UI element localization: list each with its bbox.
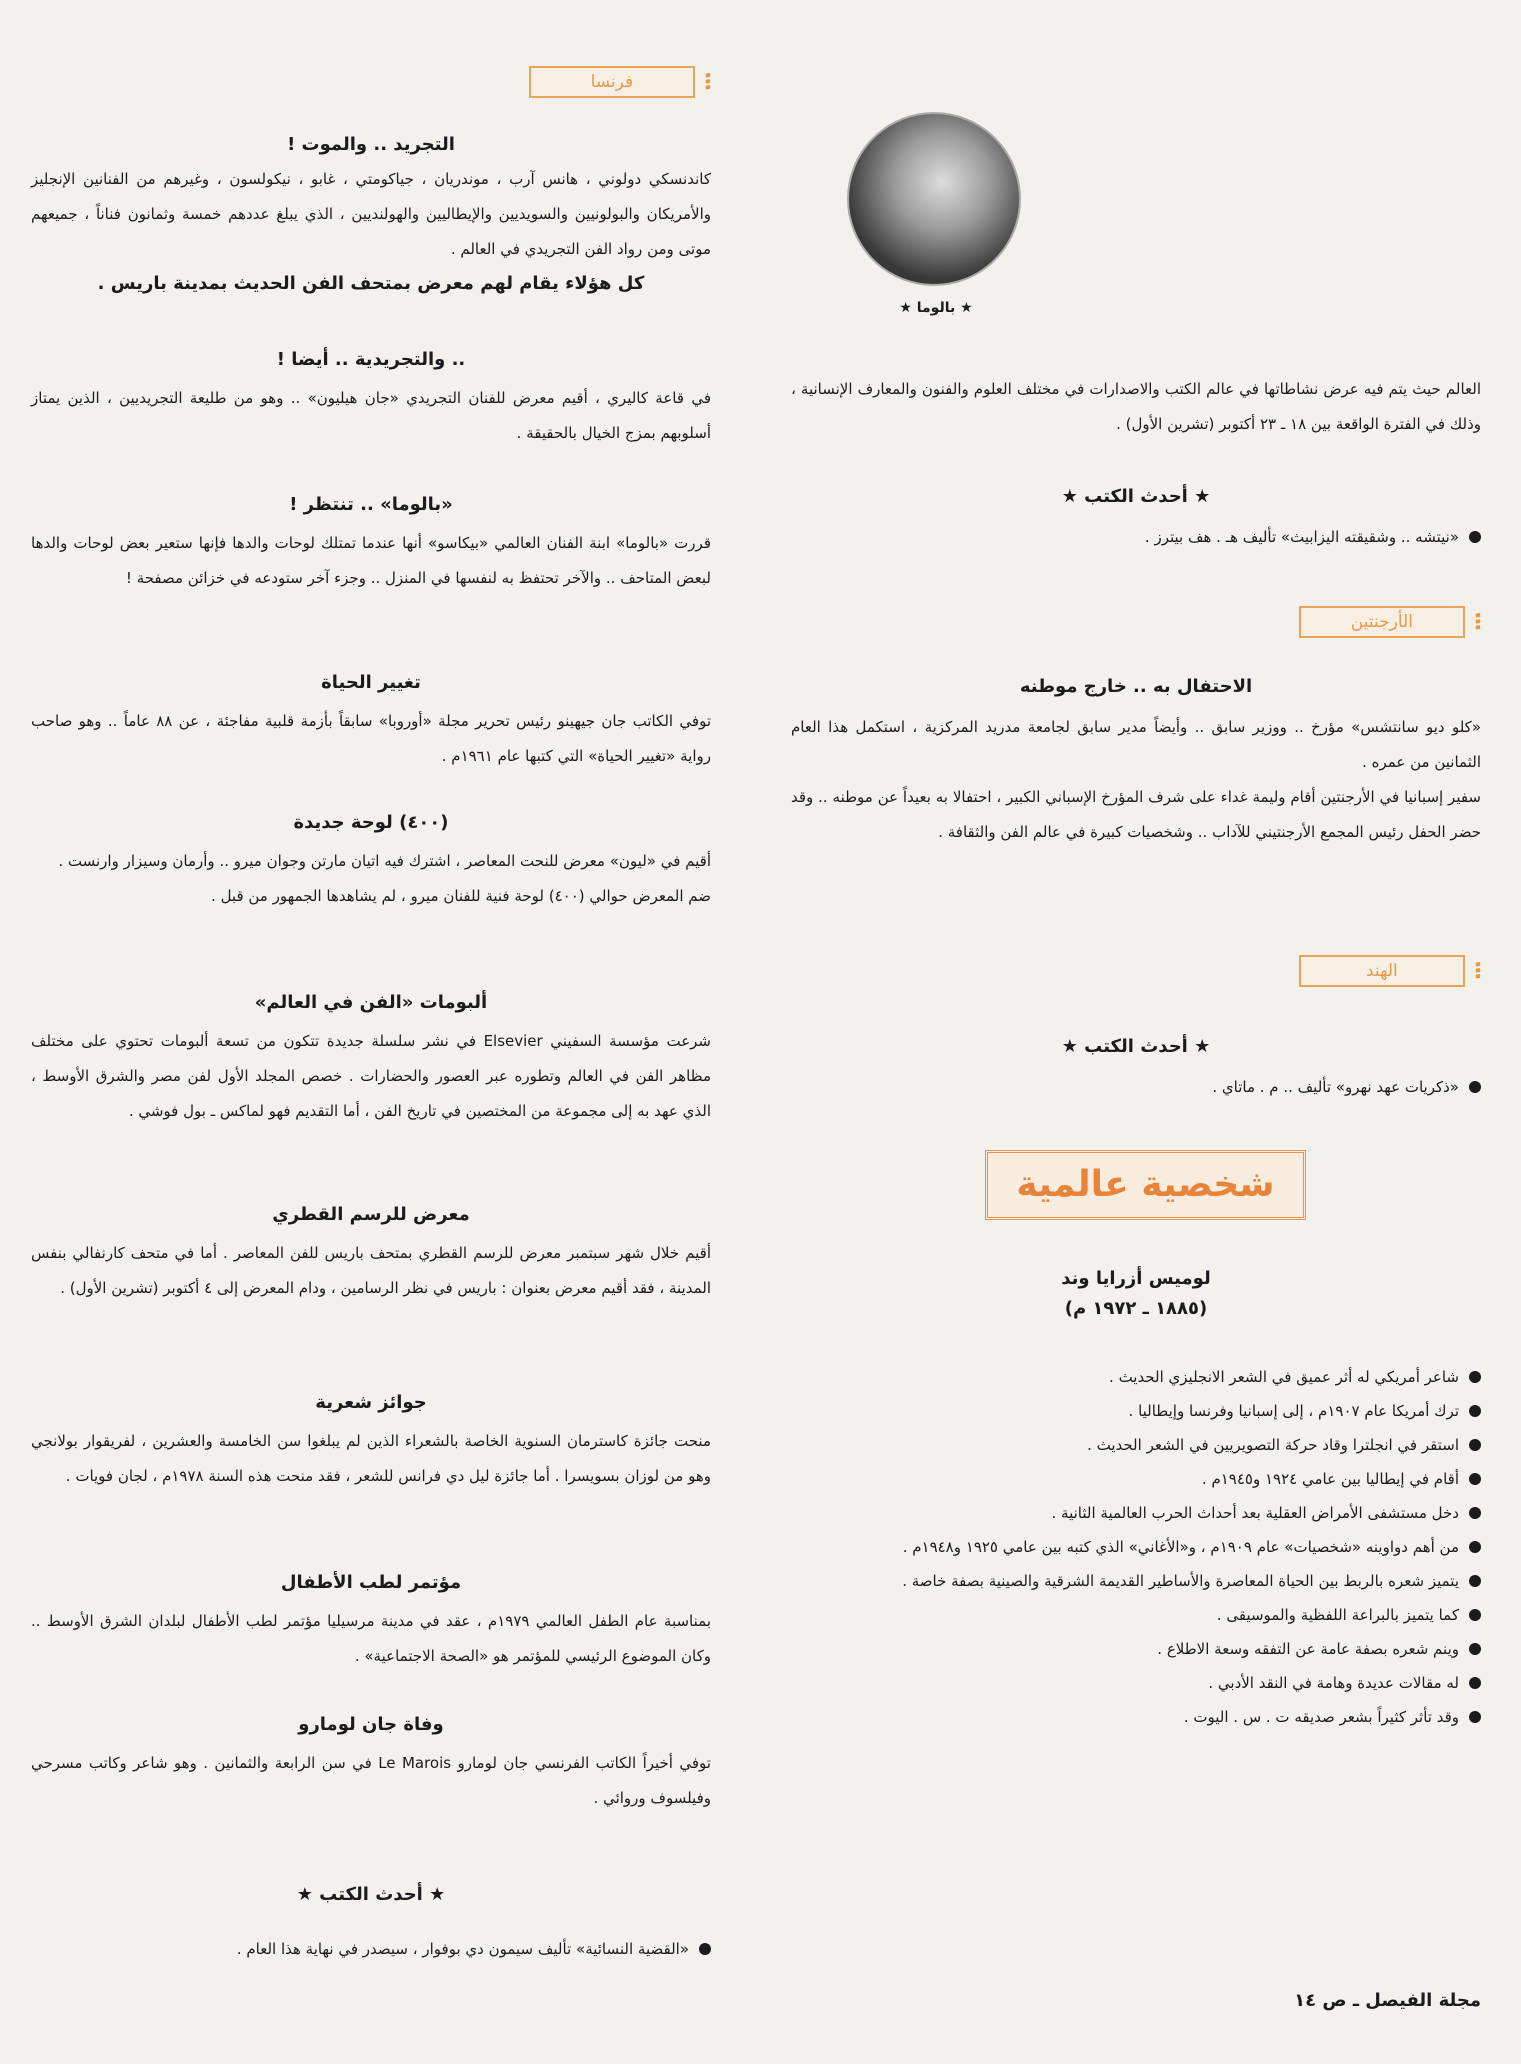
abstract-too-heading: .. والتجريدية .. أيضا ! (276, 349, 466, 370)
bullet-icon (1469, 1371, 1481, 1383)
death-paragraph: توفي أخيراً الكاتب الفرنسي جان لومارو Le Marois في سن الرابعة والثمانين . وهو شاعر وكاتب مسرحي وفيلسوف وروائي . (31, 1754, 711, 1807)
section-label-france (529, 66, 711, 98)
list-item: وينم شعره بصفة عامة عن التفقه وسعة الاطلاع . (791, 1632, 1481, 1666)
changing-life-section (31, 668, 711, 774)
new-painting-paragraph-1: أقيم في «ليون» معرض للنحت المعاصر ، اشترك فيه اتيان مارتن وجوان ميرو .. وأرمان وسيزار وارنست . (58, 852, 711, 870)
bullet-icon (1469, 1507, 1481, 1519)
india-books-heading: ★ أحدث الكتب ★ (1061, 1036, 1211, 1057)
paloma-paragraph: قررت «بالوما» ابنة الفنان العالمي «بيكاسو» أنها عندما تمتلك لوحات والدها فإنها ستعير بعض لوحات والدها لبعض المتاحف .. والآخر تحتفظ به لنفسها في المنزل .. وجزء آخر ستودعه في خزائن مصفحة ! (31, 534, 711, 587)
intro-section (791, 372, 1481, 442)
bullet-icon (1469, 1405, 1481, 1417)
world-figure-title: شخصية عالمية (985, 1150, 1306, 1220)
france-label: فرنسا (529, 66, 695, 98)
bullet-icon (1469, 1643, 1481, 1655)
argentina-section (791, 672, 1481, 850)
bullet-icon (1469, 1541, 1481, 1553)
albums-paragraph: شرعت مؤسسة السفيني Elsevier في نشر سلسلة جديدة تتكون من تسعة ألبومات تحتوي على مختلف مظاهر الفن في العالم وتطوره عبر العصور والحضارات . خصص المجلد الأول لفن مصر والشرق الأوسط ، الذي عهد به إلى مجموعة من المختصين في تاريخ الفن ، أما التقديم فهو لماكس ـ بول فوشي . (31, 1032, 711, 1120)
abstraction-section (31, 130, 711, 301)
latest-books-section-1 (791, 482, 1481, 555)
poetry-prizes-paragraph: منحت جائزة كاسترمان السنوية الخاصة بالشعراء الذين لم يبلغوا سن الخامسة والعشرين ، لفريقوار بولانجي وهو من لوزان بسويسرا . أما جائزة ليل دي فرانس للشعر ، فقد منحت هذه السنة ١٩٧٨م ، لجان فويات . (31, 1432, 711, 1485)
figure-dates: (١٨٨٥ ـ ١٩٧٢ م) (1064, 1298, 1208, 1319)
intro-paragraph: العالم حيث يتم فيه عرض نشاطاتها في عالم الكتب والاصدارات في مختلف العلوم والفنون والمعارف الإنسانية ، وذلك في الفترة الواقعة بين ١٨ ـ ٢٣ أكتوبر (تشرين الأول) . (791, 380, 1481, 433)
bullet-icon (1469, 531, 1481, 543)
albums-section (31, 988, 711, 1129)
changing-life-paragraph: توفي الكاتب جان جيهينو رئيس تحرير مجلة «أوروبا» سابقاً بأزمة قلبية مفاجئة ، عن ٨٨ عاماً .. وهو صاحب رواية «تغيير الحياة» التي كتبها عام ١٩٦١م . (31, 712, 712, 765)
list-item: من أهم دواوينه «شخصيات» عام ١٩٠٩م ، و«الأغاني» الذي كتبه بين عامي ١٩٢٥ و١٩٤٨م . (791, 1530, 1481, 1564)
new-painting-heading: (٤٠٠) لوحة جديدة (293, 812, 449, 833)
section-mark-icon: ፧ (1474, 607, 1481, 637)
portrait-caption: ★ بالوما ★ (899, 300, 973, 316)
list-item: شاعر أمريكي له أثر عميق في الشعر الانجليزي الحديث . (791, 1360, 1481, 1394)
book-item: «نيتشه .. وشقيقته اليزابيث» تأليف هـ . هف بيترز . (1144, 528, 1459, 546)
list-item: أقام في إيطاليا بين عامي ١٩٢٤ و١٩٤٥م . (791, 1462, 1481, 1496)
figure-name: لوميس أزرايا وند (1061, 1268, 1211, 1289)
latest-books-heading: ★ أحدث الكتب ★ (1061, 486, 1211, 507)
world-figure-section (791, 1264, 1481, 1734)
latest-books-heading: ★ أحدث الكتب ★ (296, 1884, 446, 1905)
new-painting-paragraph-2: ضم المعرض حوالي (٤٠٠) لوحة فنية للفنان ميرو ، لم يشاهدها الجمهور من قبل . (211, 887, 711, 905)
left-column (31, 0, 711, 2064)
poetry-prizes-section (31, 1388, 711, 1494)
drawing-expo-heading: معرض للرسم القطري (272, 1204, 470, 1225)
india-label: الهند (1299, 955, 1465, 987)
india-book-item: «ذكريات عهد نهرو» تأليف .. م . ماتاي . (1212, 1078, 1459, 1096)
drawing-expo-paragraph: أقيم خلال شهر سبتمبر معرض للرسم القطري بمتحف باريس للفن المعاصر . أما في متحف كارنفالي بنفس المدينة ، فقد أقيم معرض بعنوان : باريس في نظر الرسامين ، ودام المعرض إلى ٤ أكتوبر (تشرين الأول) . (31, 1244, 711, 1297)
abstraction-bold-line: كل هؤلاء يقام لهم معرض بمتحف الفن الحديث بمدينة باريس . (97, 273, 645, 294)
bullet-icon (1469, 1711, 1481, 1723)
bullet-icon (1469, 1677, 1481, 1689)
list-item: دخل مستشفى الأمراض العقلية بعد أحداث الحرب العالمية الثانية . (791, 1496, 1481, 1530)
india-section (791, 1032, 1481, 1105)
argentina-paragraph-1: «كلو ديو سانتشس» مؤرخ .. ووزير سابق .. وأيضاً مدير سابق لجامعة مدريد المركزية ، استكمل هذا العام الثمانين من عمره . (791, 718, 1481, 771)
pediatrics-paragraph: بمناسبة عام الطفل العالمي ١٩٧٩م ، عقد في مدينة مرسيليا مؤتمر لطب الأطفال لبلدان الشرق الأوسط .. وكان الموضوع الرئيسي للمؤتمر هو «الصحة الاجتماعية» . (31, 1612, 711, 1665)
changing-life-heading: تغيير الحياة (321, 672, 421, 693)
drawing-expo-section (31, 1200, 711, 1306)
bullet-icon (1469, 1609, 1481, 1621)
list-item: وقد تأثر كثيراً بشعر صديقه ت . س . اليوت . (791, 1700, 1481, 1734)
new-painting-section (31, 808, 711, 914)
abstraction-paragraph: كاندنسكي دولوني ، هانس آرب ، موندريان ، جياكومتي ، غابو ، نيكولسون ، وغيرهم من الفنانين الإنجليز والأمريكان والبولونيين والسويديين والإيطاليين والهولنديين ، الذي يبلغ عددهم خمسة وثمانون فناناً ، جميعهم موتى ومن رواد الفن التجريدي في العالم . (31, 170, 711, 258)
abstract-too-paragraph: في قاعة كاليري ، أقيم معرض للفنان التجريدي «جان هيليون» .. وهو من طليعة التجريديين ، الذين يمتاز أسلوبهم بمزج الخيال بالحقيقة . (31, 389, 711, 442)
argentina-heading: الاحتفال به .. خارج موطنه (1019, 676, 1253, 697)
abstraction-heading: التجريد .. والموت ! (287, 134, 455, 155)
list-item: كما يتميز بالبراعة اللفظية والموسيقى . (791, 1598, 1481, 1632)
section-mark-icon: ፧ (704, 67, 711, 97)
paloma-portrait (847, 112, 1021, 286)
paloma-heading: «بالوما» .. تنتظر ! (289, 494, 453, 515)
bullet-icon (699, 1943, 711, 1955)
albums-heading: ألبومات «الفن في العالم» (254, 992, 488, 1013)
death-section (31, 1710, 711, 1816)
death-heading: وفاة جان لومارو (298, 1714, 444, 1735)
list-item: استقر في انجلترا وقاد حركة التصويريين في الشعر الحديث . (791, 1428, 1481, 1462)
abstract-too-section (31, 345, 711, 451)
figure-facts-list (791, 1360, 1481, 1734)
section-label-argentina (1299, 606, 1481, 638)
poetry-prizes-heading: جوائز شعرية (315, 1392, 427, 1413)
right-column (791, 0, 1481, 2064)
paloma-section (31, 490, 711, 596)
section-mark-icon: ፧ (1474, 956, 1481, 986)
bullet-icon (1469, 1473, 1481, 1485)
list-item: يتميز شعره بالربط بين الحياة المعاصرة والأساطير القديمة الشرقية والصينية بصفة خاصة . (791, 1564, 1481, 1598)
list-item: ترك أمريكا عام ١٩٠٧م ، إلى إسبانيا وفرنسا وإيطاليا . (791, 1394, 1481, 1428)
argentina-label: الأرجنتين (1299, 606, 1465, 638)
latest-books-section-2 (31, 1880, 711, 1967)
book-item: «القضية النسائية» تأليف سيمون دي بوفوار ، سيصدر في نهاية هذا العام . (236, 1940, 689, 1958)
argentina-paragraph-2: سفير إسبانيا في الأرجنتين أقام وليمة غداء على شرف المؤرخ الإسباني الكبير ، احتفالا به بعيداً عن موطنه .. وقد حضر الحفل رئيس المجمع الأرجنتيني للآداب .. وشخصيات كبيرة في عالم الفن والثقافة . (791, 788, 1481, 841)
pediatrics-heading: مؤتمر لطب الأطفال (280, 1572, 462, 1593)
page-footer: مجلة الفيصل ـ ص ١٤ (1294, 1990, 1481, 2011)
pediatrics-section (31, 1568, 711, 1674)
section-label-india (1299, 955, 1481, 987)
list-item: له مقالات عديدة وهامة في النقد الأدبي . (791, 1666, 1481, 1700)
bullet-icon (1469, 1081, 1481, 1093)
bullet-icon (1469, 1439, 1481, 1451)
bullet-icon (1469, 1575, 1481, 1587)
